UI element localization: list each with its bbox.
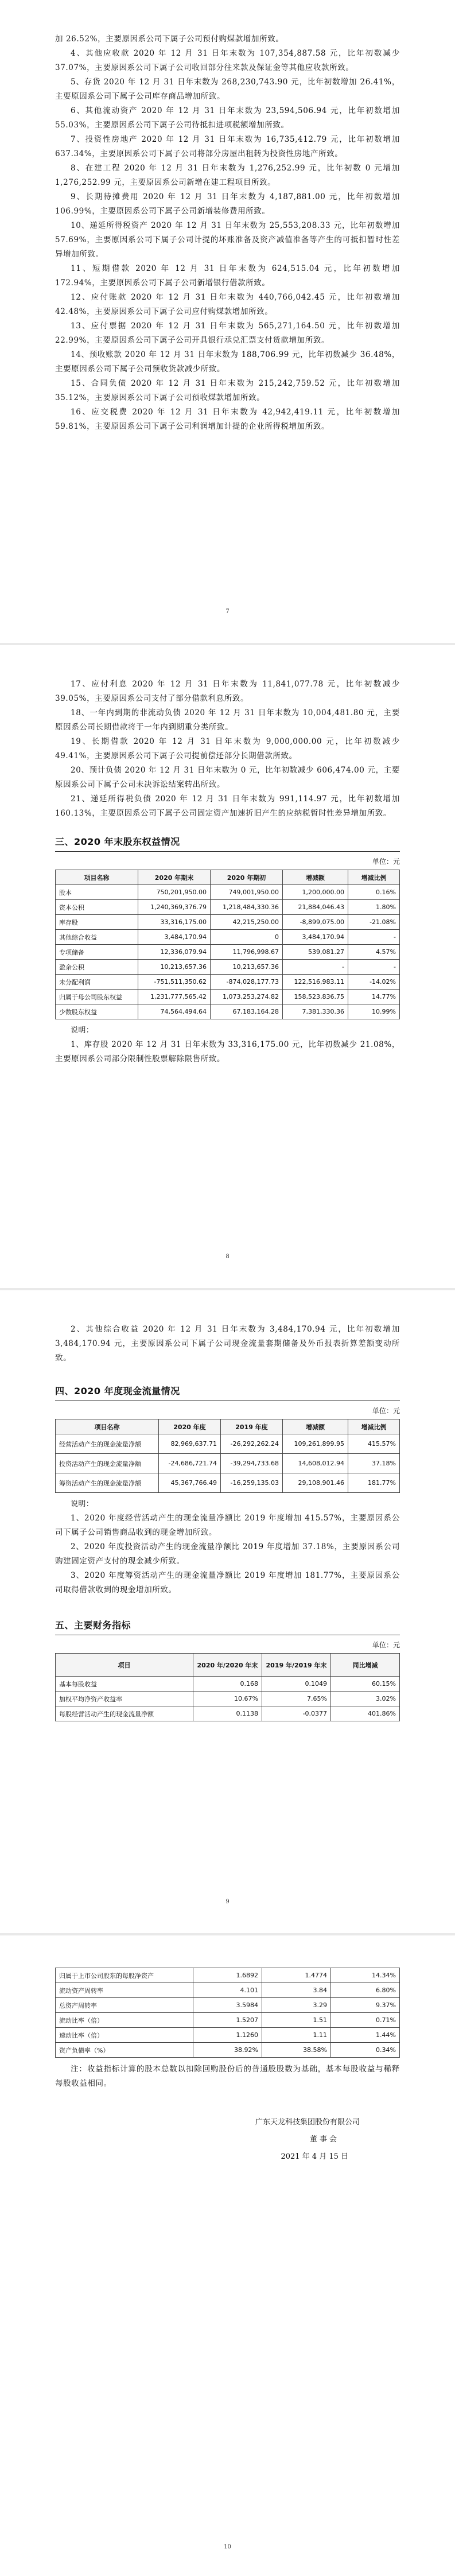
- note-item: 2、其他综合收益 2020 年 12 月 31 日年末数为 3,484,170.94 元，比年初数增加 3,484,170.94 元，主要原因系公司下属子公司现金流量套期储备及外币报表折算差额变动所致。: [55, 1325, 400, 1363]
- table-header: 2020 年/2020 年末: [193, 1654, 262, 1677]
- table-cell: 1.11: [262, 2028, 331, 2043]
- table-cell: 60.15%: [331, 1677, 400, 1692]
- page-number: 10: [224, 2544, 231, 2550]
- table-cell: 未分配利润: [56, 975, 138, 990]
- table-cell: 539,081.27: [283, 945, 348, 960]
- table-row: [56, 1692, 400, 1706]
- table-row: [56, 1454, 400, 1473]
- page-1: [0, 0, 455, 643]
- table-row: [56, 1998, 400, 2013]
- section-heading: 四、2020 年度现金流量情况: [55, 1384, 400, 1401]
- table-cell: 经营活动产生的现金流量净额: [56, 1434, 159, 1454]
- table-cell: -874,028,177.73: [211, 975, 283, 990]
- table-cell: 1,073,253,274.82: [211, 990, 283, 1004]
- table-cell: 0.1138: [193, 1706, 262, 1721]
- table-row: [56, 2013, 400, 2028]
- page-4: [0, 1935, 455, 2576]
- section-heading: 三、2020 年末股东权益情况: [55, 835, 400, 852]
- table-header-row: [56, 1654, 400, 1677]
- table-header: 增减额: [283, 1419, 348, 1434]
- table-cell: 归属于母公司股东权益: [56, 990, 138, 1004]
- paragraph: 8、在建工程 2020 年 12 月 31 日年末数为 1,276,252.99 元，比年初数 0 元增加 1,276,252.99 元，主要原因系公司新增在建工程项目所致。: [55, 164, 400, 187]
- page-2: [0, 645, 455, 1288]
- table-cell: 筹资活动产生的现金流量净额: [56, 1473, 159, 1493]
- table-cell: 1,218,484,330.36: [211, 900, 283, 915]
- table-cell: 11,796,998.67: [211, 945, 283, 960]
- table-row: [56, 1473, 400, 1493]
- cash-flow-table: [55, 1419, 400, 1493]
- paragraph: 21、递延所得税负债 2020 年 12 月 31 日年末数为 991,114.97 元，比年初数增加 160.13%，主要原因系公司下属子公司固定资产加速折旧产生的应纳税暂时性差异增加所致。: [55, 794, 400, 818]
- table-cell: -26,292,262.24: [221, 1434, 283, 1454]
- table-cell: 1.51: [262, 2013, 331, 2028]
- table-cell: 14,608,012.94: [283, 1454, 348, 1473]
- table-cell: -14.02%: [348, 975, 400, 990]
- paragraph: 7、投资性房地产 2020 年 12 月 31 日年末数为 16,735,412.79 元，比年初数增加 637.34%，主要原因系公司下属子公司将部分房屋出租转为投资性房地产所致。: [55, 135, 400, 158]
- table-cell: 1.1260: [193, 2028, 262, 2043]
- table-cell: 45,367,766.49: [159, 1473, 221, 1493]
- table-cell: 415.57%: [348, 1434, 400, 1454]
- table-cell: 4.57%: [348, 945, 400, 960]
- table-header: 2019 年/2019 年末: [262, 1654, 331, 1677]
- table-row: [56, 1434, 400, 1454]
- table-cell: 10.67%: [193, 1692, 262, 1706]
- section-heading: 五、主要财务指标: [55, 1618, 400, 1635]
- table-cell: 1.80%: [348, 900, 400, 915]
- table-cell: 流动比率（倍）: [56, 2013, 193, 2028]
- table-row: [56, 990, 400, 1004]
- equity-table: [55, 870, 400, 1019]
- table-cell: 1.5207: [193, 2013, 262, 2028]
- table-cell: -24,686,721.74: [159, 1454, 221, 1473]
- financial-ratio-table: [55, 1653, 400, 1721]
- table-header: 增减比例: [348, 870, 400, 885]
- table-cell: -: [283, 960, 348, 975]
- table-cell: 10,213,657.36: [211, 960, 283, 975]
- table-row: [56, 945, 400, 960]
- table-header: 2020 年期末: [138, 870, 211, 885]
- table-header: 2020 年期初: [211, 870, 283, 885]
- table-cell: 749,001,950.00: [211, 885, 283, 900]
- table-cell: 7.65%: [262, 1692, 331, 1706]
- paragraph: 15、合同负债 2020 年 12 月 31 日年末数为 215,242,759.52 元，比年初数增加 35.12%，主要原因系公司下属子公司预收煤款增加所致。: [55, 379, 400, 402]
- table-cell: 0.71%: [331, 2013, 400, 2028]
- table-cell: 21,884,046.43: [283, 900, 348, 915]
- table-cell: 0.1049: [262, 1677, 331, 1692]
- footnote: 注：收益指标计算的股本总数以扣除回购股份后的普通股股数为基础，基本每股收益与稀释每股收益相同。: [55, 2065, 400, 2088]
- table-row: [56, 1677, 400, 1692]
- table-cell: 其他综合收益: [56, 930, 138, 945]
- table-cell: -751,511,350.62: [138, 975, 211, 990]
- table-cell: 181.77%: [348, 1473, 400, 1493]
- signature-date: 2021 年 4 月 15 日: [281, 2152, 348, 2161]
- table-cell: -8,899,075.00: [283, 915, 348, 930]
- page-number: 7: [225, 608, 230, 615]
- paragraph: 9、长期待摊费用 2020 年 12 月 31 日年末数为 4,187,881.00 元，比年初数增加 106.99%，主要原因系公司下属子公司新增装修费用所致。: [55, 192, 400, 216]
- unit-label: 单位：元: [372, 858, 400, 866]
- table-cell: 库存股: [56, 915, 138, 930]
- table-cell: 74,564,494.64: [138, 1004, 211, 1019]
- table-cell: 401.86%: [331, 1706, 400, 1721]
- table-cell: 盈余公积: [56, 960, 138, 975]
- paragraph: 16、应交税费 2020 年 12 月 31 日年末数为 42,942,419.11 元，比年初数增加 59.81%，主要原因系公司下属子公司利润增加计提的企业所得税增加所致。: [55, 408, 400, 431]
- table-cell: 投资活动产生的现金流量净额: [56, 1454, 159, 1473]
- table-row: [56, 975, 400, 990]
- table-header: 2019 年度: [221, 1419, 283, 1434]
- table-header: 2020 年度: [159, 1419, 221, 1434]
- table-cell: 42,215,250.00: [211, 915, 283, 930]
- table-cell: 0.34%: [331, 2043, 400, 2058]
- note-item: 1、2020 年度经营活动产生的现金流量净额比 2019 年度增加 415.57%，主要原因系公司下属子公司销售商品收到的现金增加所致。: [55, 1514, 400, 1537]
- table-row: [56, 930, 400, 945]
- table-cell: 9.37%: [331, 1998, 400, 2013]
- table-header-row: [56, 1419, 400, 1434]
- paragraph: 6、其他流动资产 2020 年 12 月 31 日年末数为 23,594,506.94 元，比年初数增加 55.03%，主要原因系公司下属子公司待抵扣进项税额增加所致。: [55, 106, 400, 130]
- table-cell: 82,969,637.71: [159, 1434, 221, 1454]
- table-cell: -39,294,733.68: [221, 1454, 283, 1473]
- table-cell: -: [348, 960, 400, 975]
- table-cell: 1,231,777,565.42: [138, 990, 211, 1004]
- table-cell: 158,523,836.75: [283, 990, 348, 1004]
- table-cell: 1,240,369,376.79: [138, 900, 211, 915]
- paragraph: 12、应付账款 2020 年 12 月 31 日年末数为 440,766,042.45 元，比年初数增加 42.48%，主要原因系公司下属子公司应付购煤款增加所致。: [55, 293, 400, 316]
- paragraph: 13、应付票据 2020 年 12 月 31 日年末数为 565,271,164.50 元，比年初数增加 22.99%，主要原因系公司下属子公司开具银行承兑汇票支付货款增加所致。: [55, 321, 400, 345]
- table-cell: -0.0377: [262, 1706, 331, 1721]
- table-header: 增减额: [283, 870, 348, 885]
- table-cell: 1.44%: [331, 2028, 400, 2043]
- paragraph: 4、其他应收款 2020 年 12 月 31 日年末数为 107,354,887.58 元，比年初数减少 37.07%，主要原因系公司下属子公司收回部分往来款及保证金等其他应收款所致。: [55, 49, 400, 72]
- table-row: [56, 2043, 400, 2058]
- note-label: 说明：: [71, 1026, 94, 1035]
- page-number: 9: [225, 1899, 230, 1905]
- table-row: [56, 885, 400, 900]
- table-cell: 0: [211, 930, 283, 945]
- table-cell: 38.58%: [262, 2043, 331, 2058]
- table-cell: 10,213,657.36: [138, 960, 211, 975]
- paragraph: 11、短期借款 2020 年 12 月 31 日年末数为 624,515.04 元，比年初数增加 172.94%，主要原因系公司下属子公司新增银行借款所致。: [55, 264, 400, 288]
- table-header: 增减比例: [348, 1419, 400, 1434]
- table-cell: 750,201,950.00: [138, 885, 211, 900]
- table-cell: 少数股东权益: [56, 1004, 138, 1019]
- table-cell: 33,316,175.00: [138, 915, 211, 930]
- table-header: 同比增减: [331, 1654, 400, 1677]
- table-cell: 14.77%: [348, 990, 400, 1004]
- signature-board: 董 事 会: [309, 2135, 337, 2144]
- table-row: [56, 1968, 400, 1983]
- table-cell: 资产负债率（%）: [56, 2043, 193, 2058]
- note-item: 1、库存股 2020 年 12 月 31 日年末数为 33,316,175.00 元，比年初数减少 21.08%，主要原因系公司部分限制性股票解除限售所致。: [55, 1040, 400, 1064]
- table-cell: 资本公积: [56, 900, 138, 915]
- table-cell: 7,381,330.36: [283, 1004, 348, 1019]
- table-header: 项目: [56, 1654, 193, 1677]
- table-cell: 122,516,983.11: [283, 975, 348, 990]
- table-cell: 29,108,901.46: [283, 1473, 348, 1493]
- table-cell: 4.101: [193, 1983, 262, 1998]
- table-cell: 专项储备: [56, 945, 138, 960]
- table-cell: 股本: [56, 885, 138, 900]
- table-cell: 67,183,164.28: [211, 1004, 283, 1019]
- table-row: [56, 2028, 400, 2043]
- page-3: [0, 1290, 455, 1933]
- table-cell: 3.29: [262, 1998, 331, 2013]
- table-cell: 10.99%: [348, 1004, 400, 1019]
- table-cell: 每股经营活动产生的现金流量净额: [56, 1706, 193, 1721]
- page-number: 8: [225, 1254, 230, 1260]
- table-row: [56, 960, 400, 975]
- table-cell: 3,484,170.94: [283, 930, 348, 945]
- table-cell: 流动资产周转率: [56, 1983, 193, 1998]
- table-cell: 0.168: [193, 1677, 262, 1692]
- table-cell: 总资产周转率: [56, 1998, 193, 2013]
- paragraph: 5、存货 2020 年 12 月 31 日年末数为 268,230,743.90 元，比年初数增加 26.41%，主要原因系公司下属子公司库存商品增加所致。: [55, 77, 400, 101]
- unit-label: 单位：元: [372, 1641, 400, 1649]
- table-cell: -: [348, 930, 400, 945]
- table-cell: -16,259,135.03: [221, 1473, 283, 1493]
- table-cell: 1.6892: [193, 1968, 262, 1983]
- table-cell: -21.08%: [348, 915, 400, 930]
- paragraph: 18、一年内到期的非流动负债 2020 年 12 月 31 日年末数为 10,004,481.80 元，主要原因系公司长期借款将于一年内到期重分类所致。: [55, 708, 400, 732]
- table-cell: 14.34%: [331, 1968, 400, 1983]
- paragraph: 14、预收账款 2020 年 12 月 31 日年末数为 188,706.99 元，比年初数减少 36.48%，主要原因系公司下属子公司预收货款减少所致。: [55, 350, 400, 374]
- table-cell: 109,261,899.95: [283, 1434, 348, 1454]
- paragraph: 19、长期借款 2020 年 12 月 31 日年末数为 9,000,000.00 元，比年初数减少 49.41%，主要原因系公司下属子公司提前偿还部分长期借款所致。: [55, 737, 400, 761]
- table-row: [56, 1983, 400, 1998]
- paragraph: 20、预计负债 2020 年 12 月 31 日年末数为 0 元，比年初数减少 606,474.00 元，主要原因系公司下属子公司未决诉讼结案转出所致。: [55, 766, 400, 789]
- note-item: 3、2020 年度筹资活动产生的现金流量净额比 2019 年度增加 181.77%，主要原因系公司取得借款收到的现金增加所致。: [55, 1571, 400, 1595]
- note-item: 2、2020 年度投资活动产生的现金流量净额比 2019 年度增加 37.18%，主要原因系公司购建固定资产支付的现金减少所致。: [55, 1542, 400, 1566]
- table-cell: 0.16%: [348, 885, 400, 900]
- paragraph: 加 26.52%，主要原因系公司下属子公司预付购煤款增加所致。: [55, 34, 284, 44]
- paragraph: 17、应付利息 2020 年 12 月 31 日年末数为 11,841,077.78 元，比年初数减少 39.05%，主要原因系公司支付了部分借款利息所致。: [55, 680, 400, 703]
- table-cell: 37.18%: [348, 1454, 400, 1473]
- table-row: [56, 900, 400, 915]
- table-row: [56, 1004, 400, 1019]
- table-cell: 38.92%: [193, 2043, 262, 2058]
- signature-company: 广东天龙科技集团股份有限公司: [255, 2118, 360, 2127]
- financial-ratio-table-continued: [55, 1968, 400, 2058]
- table-cell: 速动比率（倍）: [56, 2028, 193, 2043]
- table-row: [56, 915, 400, 930]
- table-cell: 1.4774: [262, 1968, 331, 1983]
- table-cell: 3.02%: [331, 1692, 400, 1706]
- table-header: 项目名称: [56, 870, 138, 885]
- table-cell: 12,336,079.94: [138, 945, 211, 960]
- table-header: 项目名称: [56, 1419, 159, 1434]
- table-cell: 3,484,170.94: [138, 930, 211, 945]
- table-cell: 加权平均净资产收益率: [56, 1692, 193, 1706]
- unit-label: 单位：元: [372, 1407, 400, 1415]
- paragraph: 10、递延所得税资产 2020 年 12 月 31 日年末数为 25,553,208.33 元，比年初数增加 57.69%，主要原因系公司下属子公司计提的坏账准备及资产减值准备等产生的可抵扣暂时性差异增加所致。: [55, 221, 400, 259]
- table-cell: 3.5984: [193, 1998, 262, 2013]
- table-cell: 6.80%: [331, 1983, 400, 1998]
- table-header-row: [56, 870, 400, 885]
- table-cell: 基本每股收益: [56, 1677, 193, 1692]
- table-cell: 归属于上市公司股东的每股净资产: [56, 1968, 193, 1983]
- table-cell: 3.84: [262, 1983, 331, 1998]
- table-cell: 1,200,000.00: [283, 885, 348, 900]
- table-row: [56, 1706, 400, 1721]
- note-label: 说明：: [71, 1500, 94, 1508]
